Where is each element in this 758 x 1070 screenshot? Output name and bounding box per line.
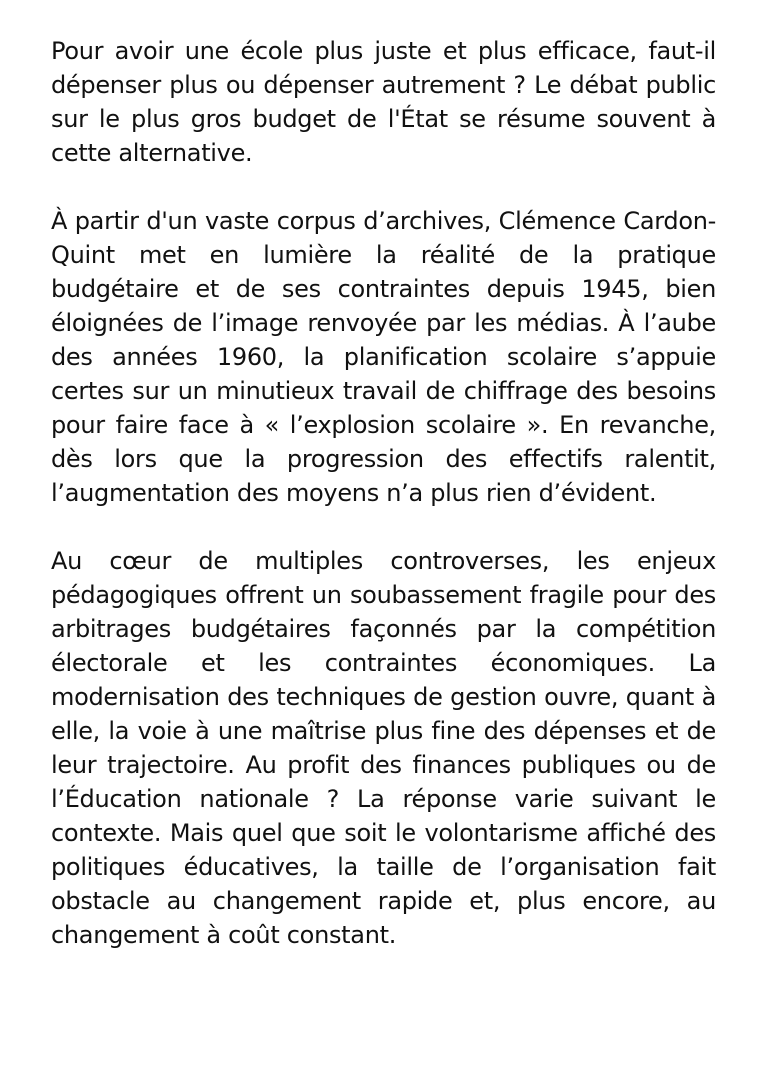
paragraph-archives: À partir d'un vaste corpus d’archives, Clémence Cardon-Quint met en lumière la réalité de la pratique budgétaire et de ses contraintes depuis 1945, bien éloignées de l’image renvoyée par les médias. À l’aube des années 1960, la planification scolaire s’appuie certes sur un minutieux travail de chiffrage des besoins pour faire face à « l’explosion scolaire ». En revanche, dès lors que la progression des effectifs ralentit, l’augmentation des moyens n’a plus rien d’évident. xyxy=(51,207,716,507)
paragraph-intro: Pour avoir une école plus juste et plus efficace, faut-il dépenser plus ou dépenser autrement ? Le débat public sur le plus gros budget de l'État se résume souvent à cette alternative. xyxy=(51,37,716,167)
paragraph-controversies: Au cœur de multiples controverses, les enjeux pédagogiques offrent un soubassement fragile pour des arbitrages budgétaires façonnés par la compétition électorale et les contraintes économiques. La modernisation des techniques de gestion ouvre, quant à elle, la voie à une maîtrise plus fine des dépenses et de leur trajectoire. Au profit des finances publiques ou de l’Éducation nationale ? La réponse varie suivant le contexte. Mais quel que soit le volontarisme affiché des politiques éducatives, la taille de l’organisation fait obstacle au changement rapide et, plus encore, au changement à coût constant. xyxy=(51,547,716,949)
document-body xyxy=(51,34,716,952)
